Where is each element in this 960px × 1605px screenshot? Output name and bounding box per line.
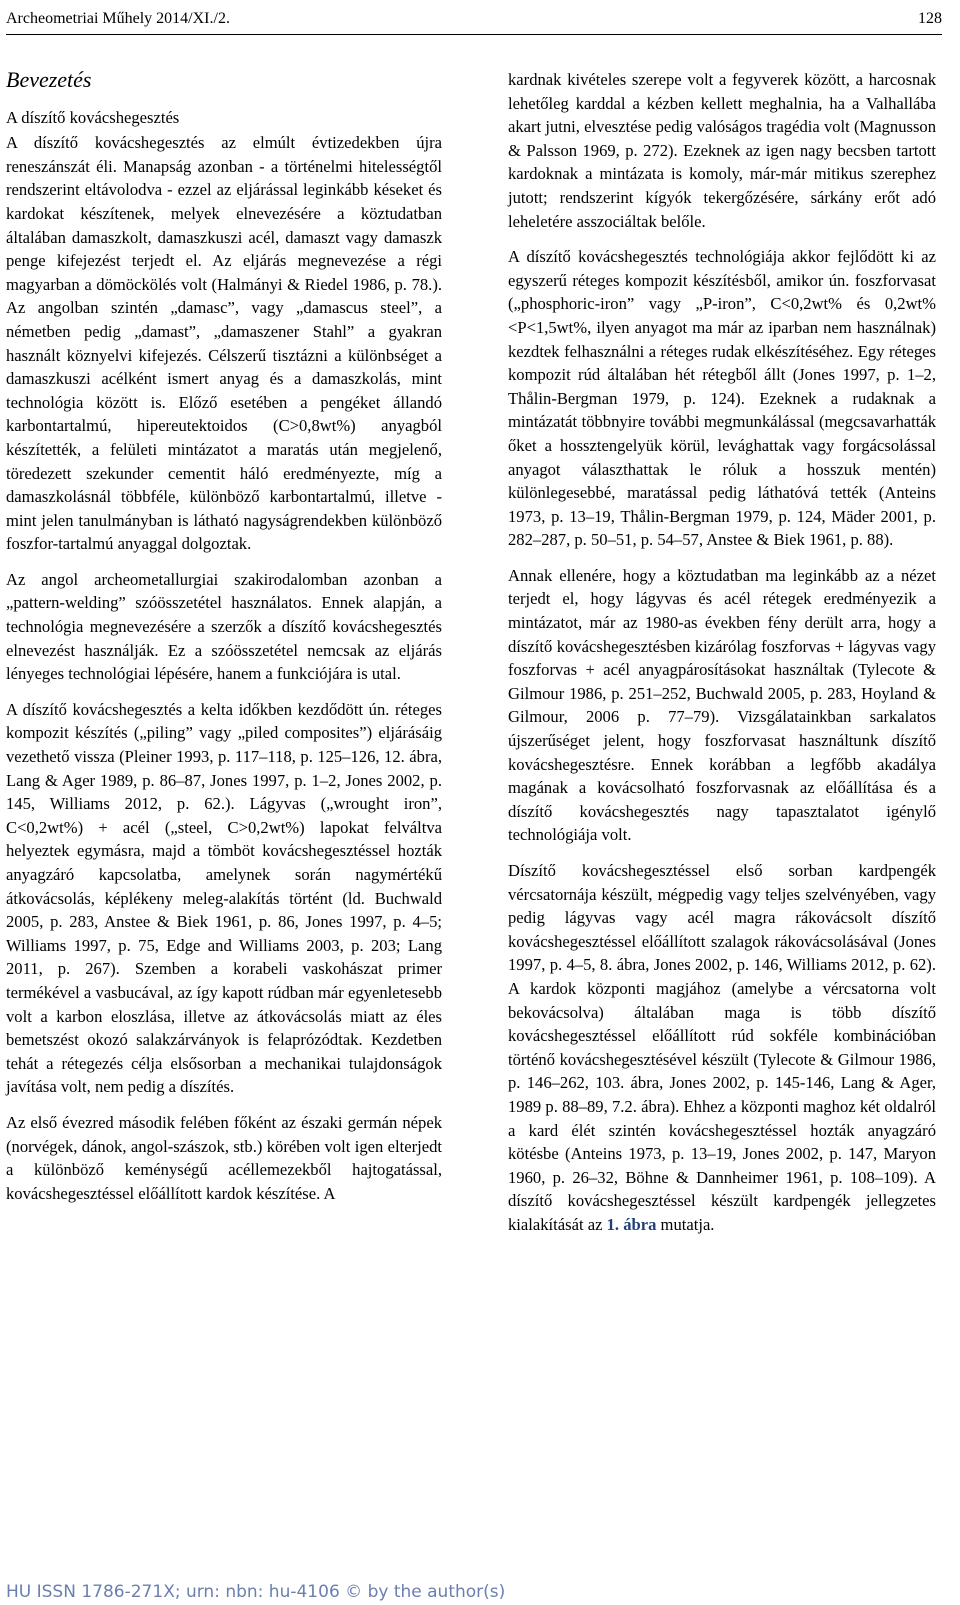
paragraph: A díszítő kovácshegesztés a kelta időkben kezdődött ún. réteges kompozit készítés („piling” vagy „piled composites”) eljárásáig vezethető vissza (Pleiner 1993, p. 117–118, p. 125–126, 12. ábra, Lang & Ager 1989, p. 86–87, Jones 1997, p. 1–2, Jones 2002, p. 145, Williams 2012, p. 62.). Lágyvas („wrought iron”, C<0,2wt%) + acél („steel, C>0,2wt%) lapokat felváltva helyeztek egymásra, majd a tömböt kovácshegesztéssel hozták anyagzáró kapcsolatba, amelynek során nagymértékű átkovácsolás, képlékeny meleg-alakítás történt (ld. Buchwald 2005, p. 283, Anstee & Biek 1961, p. 86, Jones 1997, p. 4–5; Williams 1997, p. 75, Edge and Williams 2003, p. 203; Lang 2011, p. 267). Szemben a korabeli vaskohászat primer termékével a vasbucával, az így kapott rúdban már egyenletesebb volt a karbon eloszlása, illetve az átkovácsolás miatt az éles bemetszést okozó salakzárványok is felaprózódtak. Kezdetben tehát a rétegezés célja elsősorban a mechanikai tulajdonságok javítása volt, nem pedig a díszítés.: [6, 699, 442, 1097]
paragraph: Az angol archeometallurgiai szakirodalomban azonban a „pattern-welding” szóösszetétel használatos. Ennek alapján, a technológia megnevezésére a szerzők a díszítő kovácshegesztés elnevezést használják. Ez a szóösszetétel nemcsak az eljárás lényeges technológiai lépésére, hanem a funkciójára is utal.: [6, 569, 442, 684]
page-number: 128: [918, 10, 942, 27]
left-column: [6, 68, 442, 1217]
paragraph-text: Díszítő kovácshegesztéssel első sorban kardpengék vércsatornája készült, mégpedig vagy teljes szelvényében, vagy pedig lágyvas vagy acél magra rákovácsolt díszítő kovácshegesztéssel előállított szalagok rákovácsolásával (Jones 1997, p. 4–5, 8. ábra, Jones 2002, p. 146, Williams 2012, p. 62). A kardok központi magjához (amelybe a vércsatorna volt bekovácsolva) általában maga is több díszítő kovácshegesztéssel előállított rúd sokféle kombinációban történő kovácshegesztésével készült (Tylecote & Gilmour 1986, p. 146–262, 103. ábra, Jones 2002, p. 145-146, Lang & Ager, 1989 p. 88–89, 7.2. ábra). Ehhez a központi maghoz két oldalról a kard élét szintén kovácshegesztéssel hozták anyagzáró kötésbe (Anteins 1973, p. 13–19, Jones 2002, p. 147, Maryon 1960, p. 26–32, Böhne & Dannheimer 1961, p. 108–109). A díszítő kovácshegesztéssel készült kardpengék jellegzetes kialakítását az: [508, 861, 936, 1234]
paragraph: A díszítő kovácshegesztés technológiája akkor fejlődött ki az egyszerű réteges kompozit készítésből, amikor ún. foszforvasat („phosphoric-iron” vagy „P-iron”, C<0,2wt% és 0,2wt%<P<1,5wt%, ilyen anyagot ma már az iparban nem használnak) kezdtek felhasználni a réteges rudak elkészítéséhez. Egy réteges kompozit rúd általában hét rétegből állt (Jones 1997, p. 1–2, Thålin-Bergman 1979, p. 124). Ezeknek a rudaknak a mintázatát többnyire további megmunkálással (megcsavarhatták őket a hossztengelyük körül, levághattak vagy forgácsolással anyagot választhattak le róluk a hosszuk mentén) különlegesebbé, maratással pedig láthatóvá tették (Anteins 1973, p. 13–19, Thålin-Bergman 1979, p. 124, Mäder 2001, p. 282–287, p. 50–51, p. 54–57, Anstee & Biek 1961, p. 88).: [508, 247, 936, 550]
right-column: [508, 68, 936, 1249]
subheading: A díszítő kovácshegesztés: [6, 107, 180, 127]
section-title: Bevezetés: [6, 67, 92, 92]
page-header: [6, 0, 942, 35]
paragraph-with-figure-ref: [508, 859, 936, 1237]
paragraph: Annak ellenére, hogy a köztudatban ma leginkább az a nézet terjedt el, hogy lágyvas és acél rétegek eredményezik a mintázatot, már az 1980-as években fény derült arra, hogy a díszítő kovácshegesztésben kizárólag foszforvas + lágyvas vagy foszforvas + acél anyagpárosításokat használtak (Tylecote & Gilmour 1986, p. 251–252, Buchwald 2005, p. 283, Hoyland & Gilmour, 2006 p. 77–79). Vizsgálatainkban sarkalatos újszerűséget jelent, hogy foszforvasat használtunk díszítő kovácshegesztésre. Ennek korábban a legfőbb akadálya magának a kovácsolható foszforvasnak az előállítása és a díszítő kovácshegesztés nagy tapasztalatot igénylő technológiája volt.: [508, 565, 936, 845]
page-footer: HU ISSN 1786-271X; urn: nbn: hu-4106 © by the author(s): [6, 1582, 506, 1602]
paragraph-text-end: mutatja.: [656, 1214, 715, 1234]
paragraph: kardnak kivételes szerepe volt a fegyverek között, a harcosnak lehetőleg karddal a kézben kellett meghalnia, ha a Valhallába akart jutni, elvesztése pedig valóságos tragédia volt (Magnusson & Palsson 1969, p. 272). Ezeknek az igen nagy becsben tartott kardoknak a mintázata is komoly, már-már mitikus szerephez jutott; rendszerint kígyók tekergőzésére, sárkány erőt adó leheletére asszociáltak belőle.: [508, 70, 936, 231]
figure-reference-link[interactable]: 1. ábra: [606, 1214, 657, 1234]
journal-title: Archeometriai Műhely 2014/XI./2.: [6, 10, 230, 27]
paragraph: Az első évezred második felében főként az északi germán népek (norvégek, dánok, angol-szászok, stb.) körében volt igen elterjedt a különböző keménységű acéllemezekből hajtogatással, kovácshegesztéssel előállított kardok készítése. A: [6, 1112, 442, 1203]
paragraph: A díszítő kovácshegesztés az elmúlt évtizedekben újra reneszánszát éli. Manapság azonban - a történelmi hitelességtől rendszerint eltávolodva - ezzel az eljárással leginkább késeket és kardokat készítenek, melyek elnevezésére a köztudatban általában damaszkolt, damaszkuszi acél, damaszt vagy damaszk penge kifejezést terjedt el. Az eljárás megnevezése a régi magyarban a dömöckölés volt (Halmányi & Riedel 1986, p. 78.). Az angolban szintén „damasc”, vagy „damascus steel”, a németben pedig „damast”, „damaszener Stahl” a gyakran használt köznyelvi kifejezés. Célszerű tisztázni a különbséget a damaszkuszi acélként ismert anyag és a damaszkolás, mint technológia között is. Előző esetében a pengéket állandó karbontartalmú, hipereutektoidos (C>0,8wt%) anyagból készítették, a felületi mintázatot a maratás után megjelenő, töredezett szekunder cementit háló eredményezte, míg a damaszkolásnál többféle, különböző karbontartalmú, illetve - mint jelen tanulmányban is látható nagyságrendekben különböző foszfor-tartalmú anyaggal dolgoztak.: [6, 133, 442, 554]
